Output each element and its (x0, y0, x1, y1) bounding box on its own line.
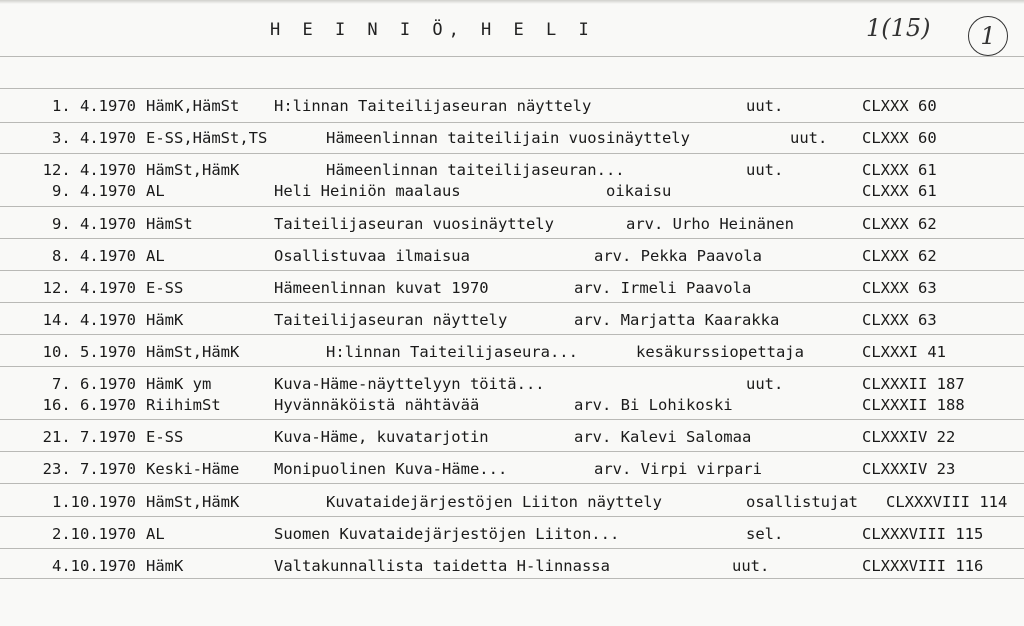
entry-source: RiihimSt (146, 396, 221, 414)
entry-title: Heli Heiniön maalaus (274, 182, 461, 200)
entry-date: 12. 4.1970 (42, 161, 136, 179)
ruled-line (0, 451, 1024, 452)
entry-source: HämSt,HämK (146, 343, 240, 361)
entry-row (0, 460, 1024, 482)
entry-title: Valtakunnallista taidetta H-linnassa (274, 557, 610, 575)
entry-row (0, 525, 1024, 547)
entry-source: AL (146, 525, 165, 543)
entry-date: 21. 7.1970 (42, 428, 136, 446)
entry-reference: CLXXX 61 (862, 161, 937, 179)
entry-reference: CLXXX 60 (862, 97, 937, 115)
entry-date: 1. 4.1970 (52, 97, 136, 115)
entry-row (0, 129, 1024, 151)
entry-reference: CLXXXIV 23 (862, 460, 956, 478)
card-ref-handwritten: 1(15) (866, 14, 931, 42)
entry-source: HämSt,HämK (146, 493, 240, 511)
entry-reference: CLXXXVIII 114 (886, 493, 1008, 511)
entry-title: H:linnan Taiteilijaseura... (326, 343, 578, 361)
entry-note: uut. (790, 129, 828, 147)
entry-date: 16. 6.1970 (42, 396, 136, 414)
entry-date: 4.10.1970 (52, 557, 136, 575)
entry-title: Osallistuvaa ilmaisua (274, 247, 470, 265)
entry-note: oikaisu (606, 182, 672, 200)
entry-title: Hämeenlinnan kuvat 1970 (274, 279, 489, 297)
entry-title: H:linnan Taiteilijaseuran näyttely (274, 97, 592, 115)
card-top-edge (0, 0, 1024, 4)
ruled-line (0, 302, 1024, 303)
entry-note: arv. Bi Lohikoski (574, 396, 733, 414)
ruled-line (0, 270, 1024, 271)
ruled-line (0, 419, 1024, 420)
entry-source: HämSt (146, 215, 193, 233)
entry-row (0, 182, 1024, 204)
entry-reference: CLXXXVIII 115 (862, 525, 984, 543)
entry-row (0, 97, 1024, 119)
entry-date: 3. 4.1970 (52, 129, 136, 147)
entry-reference: CLXXXVIII 116 (862, 557, 984, 575)
entry-row (0, 247, 1024, 269)
ruled-line (0, 366, 1024, 367)
entry-note: uut. (746, 97, 784, 115)
entry-note: arv. Marjatta Kaarakka (574, 311, 780, 329)
entry-date: 23. 7.1970 (42, 460, 136, 478)
entry-row (0, 428, 1024, 450)
entry-row (0, 396, 1024, 418)
entry-reference: CLXXX 62 (862, 247, 937, 265)
ruled-line (0, 122, 1024, 123)
entry-source: E-SS (146, 279, 184, 297)
entry-date: 1.10.1970 (52, 493, 136, 511)
entry-note: arv. Virpi virpari (594, 460, 762, 478)
entry-title: Kuvataidejärjestöjen Liiton näyttely (326, 493, 662, 511)
entry-row (0, 311, 1024, 333)
entry-reference: CLXXX 61 (862, 182, 937, 200)
entry-title: Hämeenlinnan taiteilijain vuosinäyttely (326, 129, 690, 147)
entry-row (0, 557, 1024, 579)
entry-note: kesäkurssiopettaja (636, 343, 804, 361)
entry-source: HämK (146, 311, 184, 329)
ruled-line (0, 516, 1024, 517)
ruled-line (0, 56, 1024, 57)
entry-source: E-SS,HämSt,TS (146, 129, 268, 147)
entry-source: HämK,HämSt (146, 97, 240, 115)
entry-note: uut. (746, 161, 784, 179)
entry-note: uut. (732, 557, 770, 575)
entry-note: arv. Urho Heinänen (626, 215, 794, 233)
entry-reference: CLXXX 60 (862, 129, 937, 147)
entry-source: HämK ym (146, 375, 212, 393)
entry-row (0, 493, 1024, 515)
entry-date: 12. 4.1970 (42, 279, 136, 297)
entry-note: osallistujat (746, 493, 858, 511)
entry-note: arv. Kalevi Salomaa (574, 428, 752, 446)
entry-date: 9. 4.1970 (52, 182, 136, 200)
entry-date: 8. 4.1970 (52, 247, 136, 265)
entry-note: uut. (746, 375, 784, 393)
entry-source: Keski-Häme (146, 460, 240, 478)
entry-date: 2.10.1970 (52, 525, 136, 543)
entry-title: Taiteilijaseuran näyttely (274, 311, 508, 329)
entry-reference: CLXXXII 188 (862, 396, 965, 414)
entry-row (0, 279, 1024, 301)
entry-reference: CLXXXIV 22 (862, 428, 956, 446)
entry-row (0, 375, 1024, 397)
ruled-line (0, 206, 1024, 207)
entry-title: Suomen Kuvataidejärjestöjen Liiton... (274, 525, 620, 543)
entry-title: Taiteilijaseuran vuosinäyttely (274, 215, 554, 233)
entry-reference: CLXXX 63 (862, 311, 937, 329)
entry-date: 14. 4.1970 (42, 311, 136, 329)
entry-note: arv. Irmeli Paavola (574, 279, 752, 297)
card-title: H E I N I Ö, H E L I (270, 20, 595, 40)
entry-note: arv. Pekka Paavola (594, 247, 762, 265)
entry-date: 10. 5.1970 (42, 343, 136, 361)
entry-source: E-SS (146, 428, 184, 446)
entry-row (0, 215, 1024, 237)
entry-note: sel. (746, 525, 784, 543)
circled-number: 1 (968, 16, 1008, 56)
entry-date: 9. 4.1970 (52, 215, 136, 233)
ruled-line (0, 153, 1024, 154)
entry-title: Kuva-Häme, kuvatarjotin (274, 428, 489, 446)
entry-source: AL (146, 247, 165, 265)
entry-reference: CLXXXII 187 (862, 375, 965, 393)
entry-title: Hyvännäköistä nähtävää (274, 396, 480, 414)
entry-reference: CLXXXI 41 (862, 343, 946, 361)
ruled-line (0, 548, 1024, 549)
entry-title: Monipuolinen Kuva-Häme... (274, 460, 508, 478)
entry-source: HämSt,HämK (146, 161, 240, 179)
entry-title: Kuva-Häme-näyttelyyn töitä... (274, 375, 545, 393)
ruled-line (0, 334, 1024, 335)
ruled-line (0, 483, 1024, 484)
ruled-line (0, 88, 1024, 89)
entry-date: 7. 6.1970 (52, 375, 136, 393)
entry-row (0, 343, 1024, 365)
ruled-line (0, 238, 1024, 239)
entry-reference: CLXXX 62 (862, 215, 937, 233)
entry-reference: CLXXX 63 (862, 279, 937, 297)
entry-source: AL (146, 182, 165, 200)
entry-row (0, 161, 1024, 183)
entry-title: Hämeenlinnan taiteilijaseuran... (326, 161, 625, 179)
entry-source: HämK (146, 557, 184, 575)
